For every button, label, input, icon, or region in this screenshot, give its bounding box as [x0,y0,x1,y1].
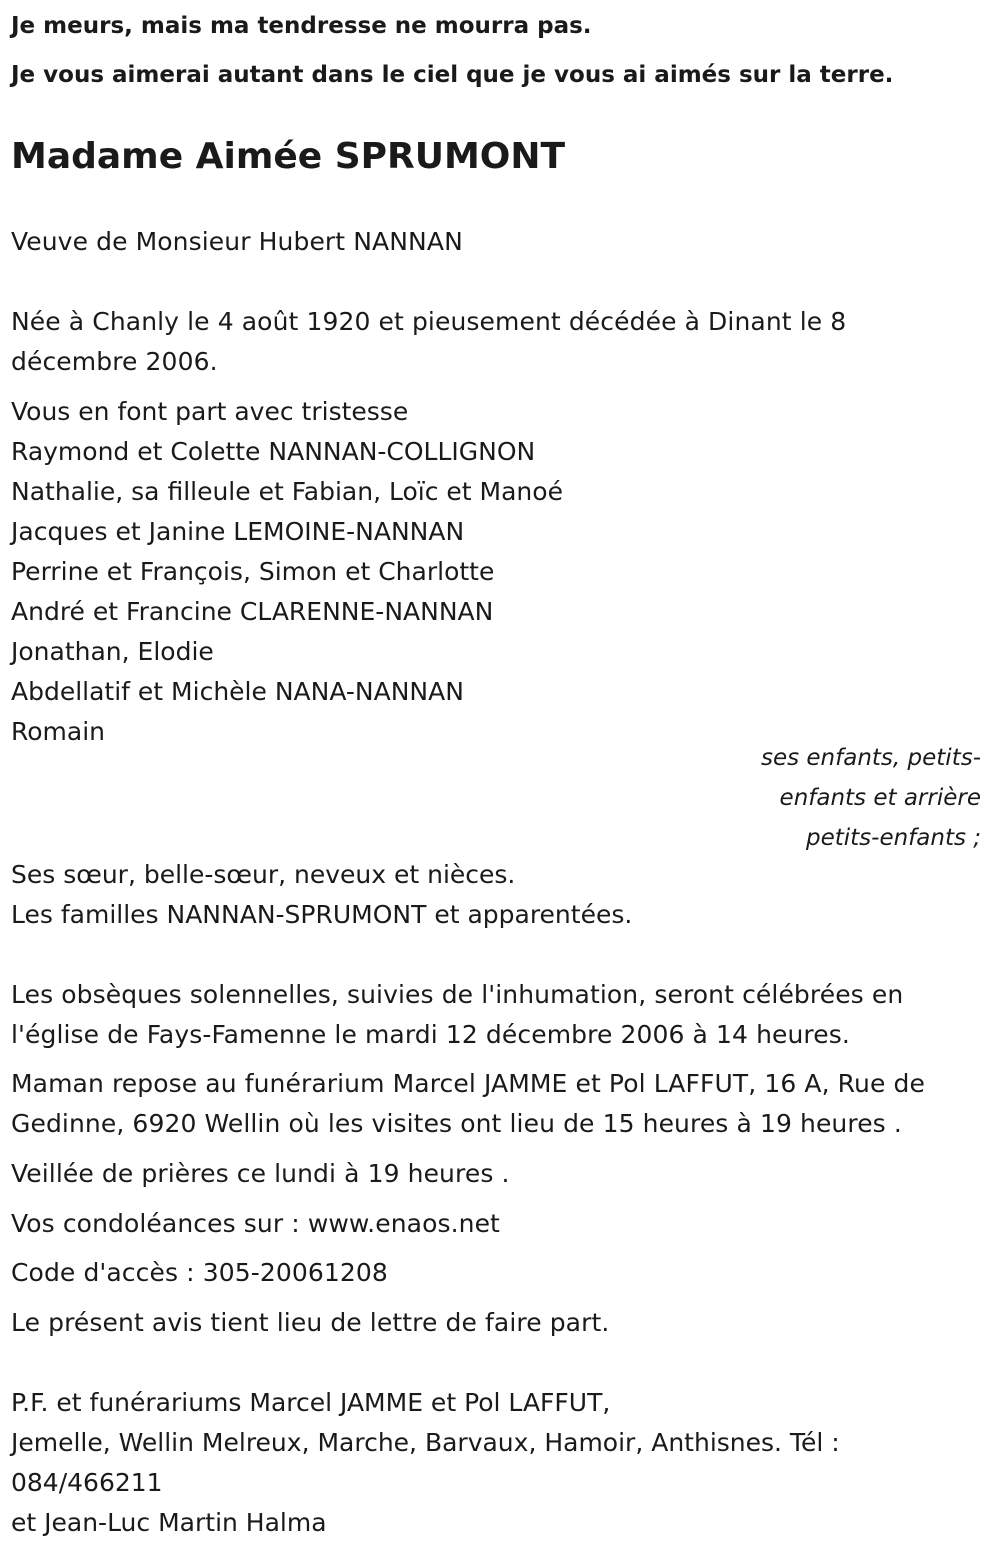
other-relatives [11,855,632,935]
family-member: Jacques et Janine LEMOINE-NANNAN [11,517,465,546]
deceased-name: Madame Aimée SPRUMONT [11,136,566,177]
vigil-info: Veillée de prières ce lundi à 19 heures . [11,1159,510,1188]
siblings-line: Ses sœur, belle-sœur, neveux et nièces. [11,860,516,889]
family-member: Nathalie, sa filleule et Fabian, Loïc et Manoé [11,477,563,506]
resting-info: Maman repose au funérarium Marcel JAMME et Pol LAFFUT, 16 A, Rue de Gedinne, 6920 Wellin où les visites ont lieu de 15 heures à 19 heures . [11,1069,925,1138]
family-member: Jonathan, Elodie [11,637,214,666]
quote-line-1: Je meurs, mais ma tendresse ne mourra pas. [11,13,592,39]
funeral-home [11,1383,986,1543]
funeral-info: Les obsèques solennelles, suivies de l'inhumation, seront célébrées en l'église de Fays-Famenne le mardi 12 décembre 2006 à 14 heures. [11,980,904,1049]
family-relation: ses enfants, petits-enfants et arrière petits-enfants ; [760,745,981,851]
funeral-home-line-1: P.F. et funérariums Marcel JAMME et Pol LAFFUT, [11,1388,611,1417]
family-member: Perrine et François, Simon et Charlotte [11,557,495,586]
widow-of: Veuve de Monsieur Hubert NANNAN [11,227,463,256]
funeral-home-line-3: et Jean-Luc Martin Halma [11,1508,327,1537]
family-intro: Vous en font part avec tristesse [11,397,409,426]
quote-line-2: Je vous aimerai autant dans le ciel que je vous ai aimés sur la terre. [11,62,894,88]
condolences-info: Vos condoléances sur : www.enaos.net [11,1209,500,1238]
access-code: Code d'accès : 305-20061208 [11,1258,388,1287]
funeral-home-line-2: Jemelle, Wellin Melreux, Marche, Barvaux, Hamoir, Anthisnes. Tél : 084/466211 [11,1428,840,1497]
family-member: Raymond et Colette NANNAN-COLLIGNON [11,437,536,466]
family-member: André et Francine CLARENNE-NANNAN [11,597,494,626]
families-line: Les familles NANNAN-SPRUMONT et apparentées. [11,900,633,929]
family-member: Abdellatif et Michèle NANA-NANNAN [11,677,464,706]
notice-line: Le présent avis tient lieu de lettre de faire part. [11,1308,610,1337]
birth-death: Née à Chanly le 4 août 1920 et pieusement décédée à Dinant le 8 décembre 2006. [11,307,847,376]
family-member: Romain [11,717,106,746]
family-list [11,392,563,752]
